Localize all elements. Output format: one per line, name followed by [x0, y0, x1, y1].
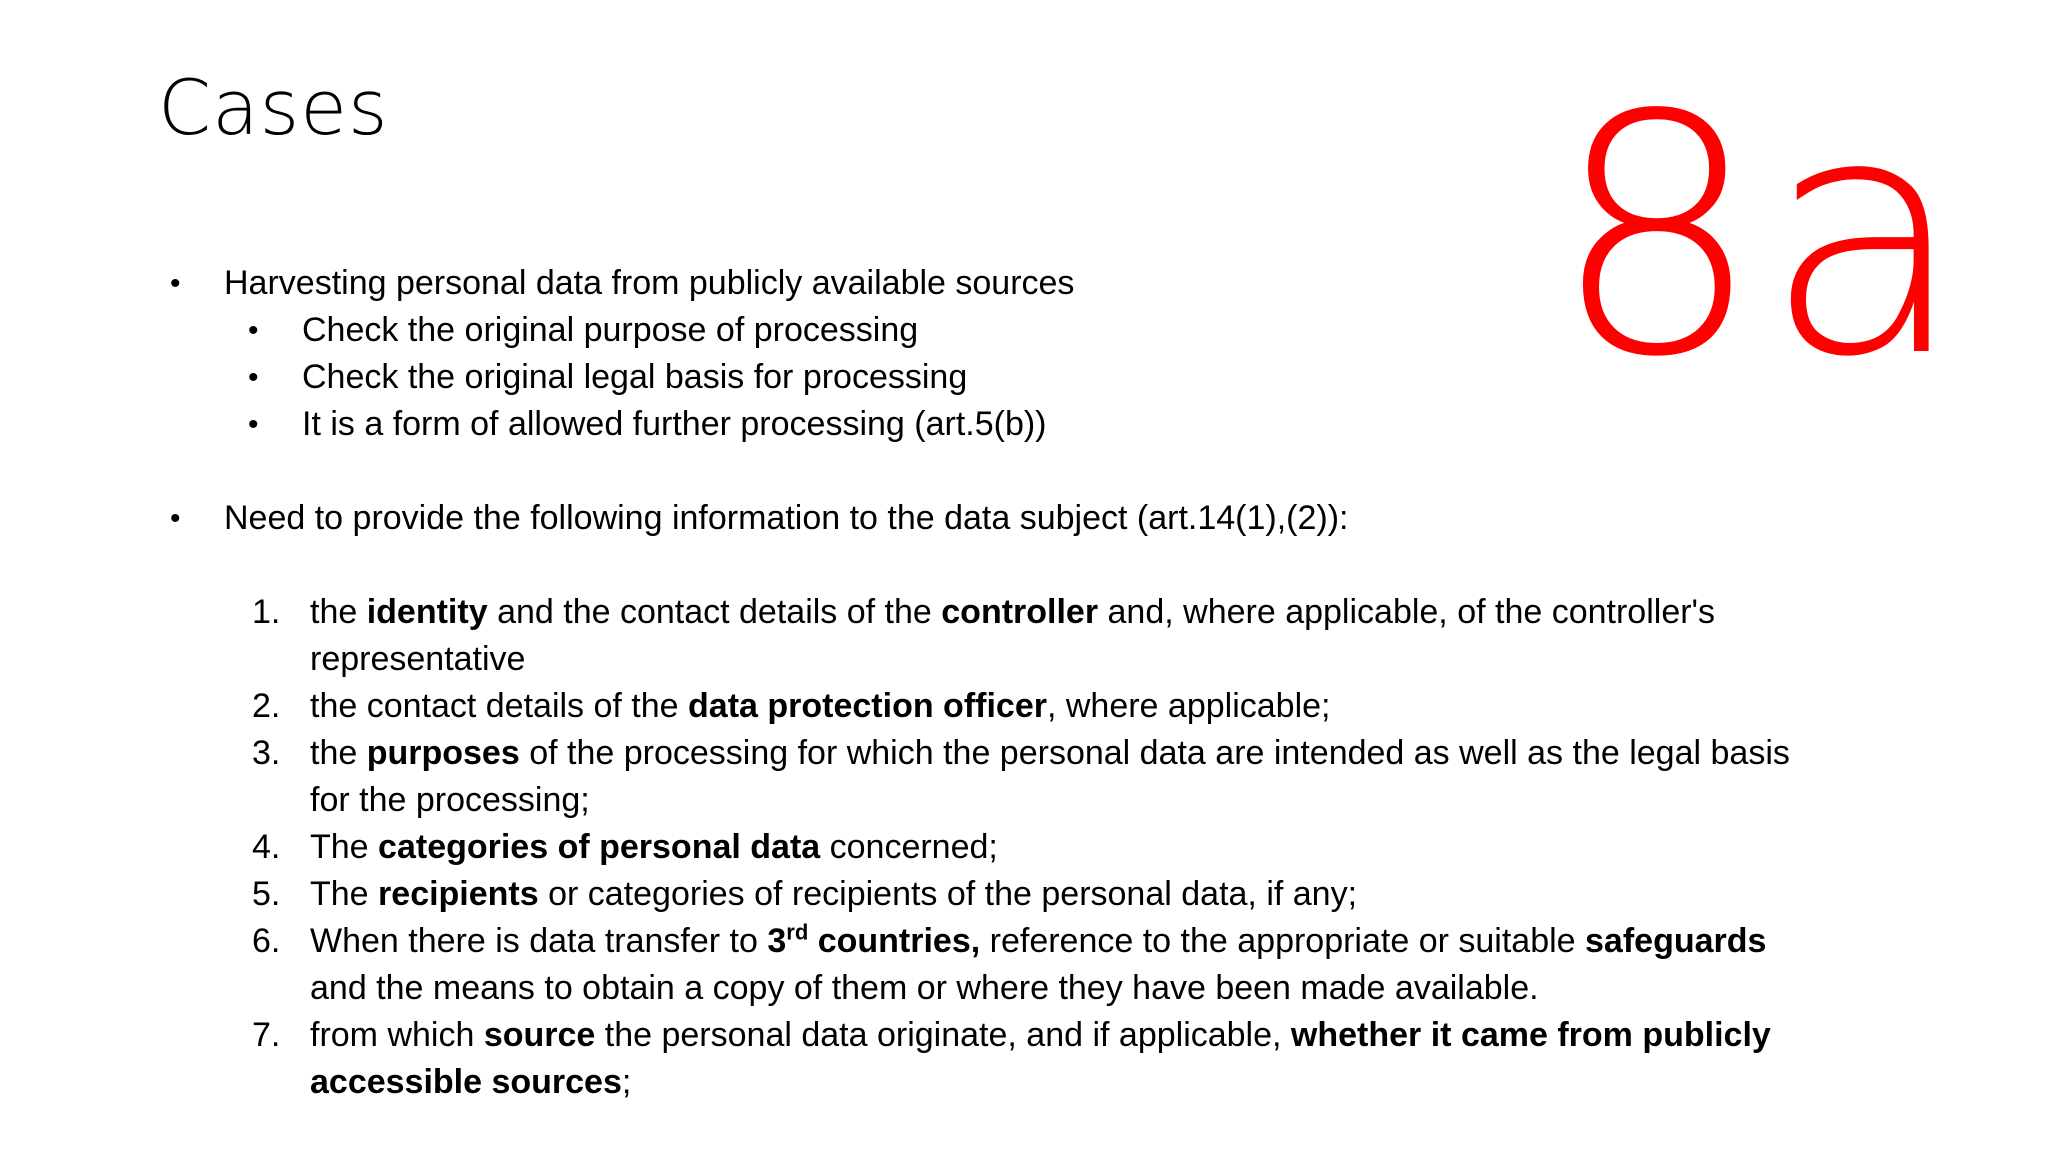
- item-text: from which source the personal data originate, and if applicable, whether it came from publicly accessible sources;: [310, 1016, 1771, 1101]
- item-number: 1.: [252, 593, 281, 631]
- item-text: When there is data transfer to 3rd countries, reference to the appropriate or suitable safeguards and the means to obtain a copy of them or where they have been made available.: [310, 919, 1767, 1007]
- bullet-dot-icon: •: [248, 314, 259, 347]
- bullet-dot-icon: •: [170, 502, 181, 535]
- sub-bullet: [248, 354, 1820, 401]
- item-number: 3.: [252, 734, 281, 772]
- item-text: the identity and the contact details of the controller and, where applicable, of the controller's representative: [310, 593, 1716, 678]
- sub-bullet: [248, 401, 1820, 448]
- sub-bullet-text: It is a form of allowed further processing (art.5(b)): [302, 405, 1047, 443]
- slide-title: Cases: [158, 63, 389, 152]
- item-text: The categories of personal data concerned;: [310, 828, 998, 866]
- item-text: the purposes of the processing for which the personal data are intended as well as the legal basis for the processing;: [310, 734, 1790, 819]
- item-number: 6.: [252, 922, 281, 960]
- slide-number-badge: 8a: [1551, 45, 1968, 429]
- numbered-item-4: [252, 824, 1820, 871]
- numbered-item-7: [252, 1012, 1820, 1106]
- spacer: [170, 542, 1820, 589]
- sub-bullet: [248, 307, 1820, 354]
- numbered-item-1: [252, 589, 1820, 683]
- item-number: 7.: [252, 1016, 281, 1054]
- bullet-harvesting: [170, 260, 1820, 307]
- numbered-item-5: [252, 871, 1820, 918]
- bullet-text: Need to provide the following information to the data subject (art.14(1),(2)):: [224, 499, 1349, 537]
- bullet-dot-icon: •: [170, 267, 181, 300]
- bullet-dot-icon: •: [248, 408, 259, 441]
- bullet-dot-icon: •: [248, 361, 259, 394]
- slide-body: [170, 260, 1820, 1106]
- item-number: 5.: [252, 875, 281, 913]
- numbered-item-2: [252, 683, 1820, 730]
- bullet-text: Harvesting personal data from publicly available sources: [224, 264, 1075, 302]
- item-number: 4.: [252, 828, 281, 866]
- spacer: [170, 448, 1820, 495]
- sub-bullet-text: Check the original legal basis for processing: [302, 358, 968, 396]
- item-text: the contact details of the data protection officer, where applicable;: [310, 687, 1331, 725]
- sub-bullet-text: Check the original purpose of processing: [302, 311, 919, 349]
- item-number: 2.: [252, 687, 281, 725]
- numbered-item-3: [252, 730, 1820, 824]
- bullet-information: [170, 495, 1820, 542]
- numbered-item-6: [252, 918, 1820, 1012]
- item-text: The recipients or categories of recipients of the personal data, if any;: [310, 875, 1358, 913]
